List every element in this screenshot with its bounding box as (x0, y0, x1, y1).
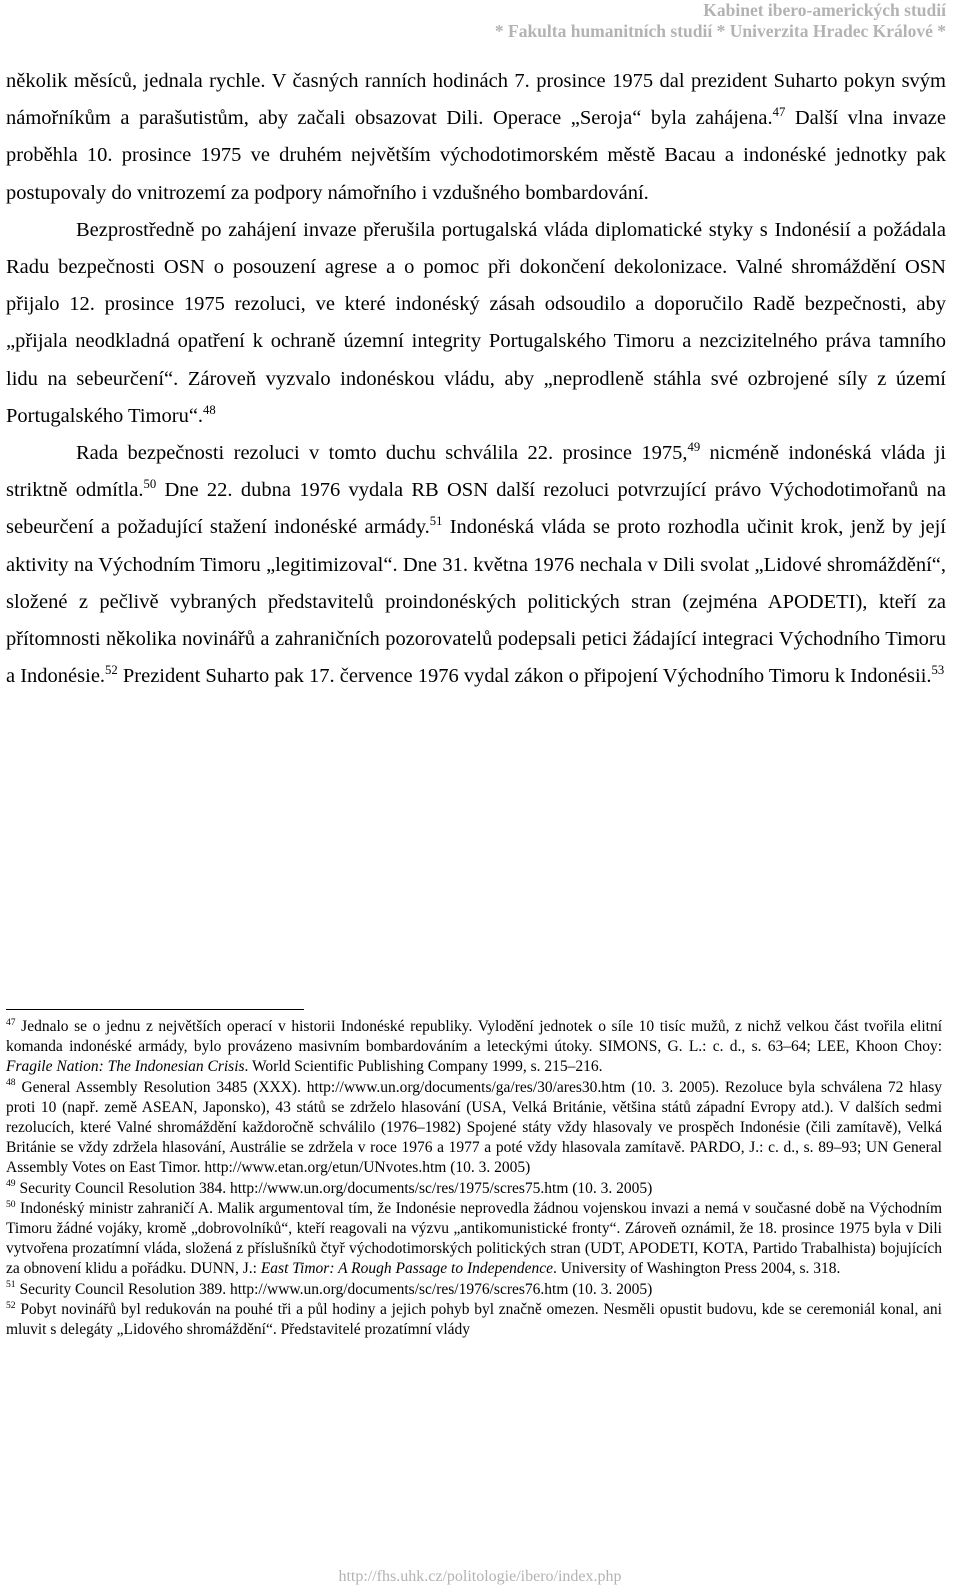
footnote-51: $^{51}$ Security Council Resolution 389. http://www.un.org/documents/sc/res/1976/scres76.htm (10. 3. 2005) (6, 1279, 653, 1298)
footnote-ref-49[interactable]: 49 (687, 439, 701, 454)
footnote-number: 50 (6, 1198, 16, 1210)
page-header (495, 0, 946, 42)
paragraph-3: Rada bezpečnosti rezoluci v tomto duchu schválila 22. prosince 1975,49 nicméně indonéská vláda ji striktně odmítla.$^{50}$ Dne 22. dubna 1976 vydala RB OSN další rezoluci potvrzující právo Východotimořanů na sebeurčení a požadující stažení indonéské armády.$^{51}$ Indonéská vláda se proto rozhodla učinit krok, jenž by její aktivity na Východním Timoru „legitimizoval“. Dne 31. května 1976 nechala v Dili svolat „Lidové shromáždění“, složené z pečlivě vybraných představitelů proindonéských politických stran (zejména APODETI), kteří za přítomnosti několika novinářů a zahraničních pozorovatelů podepsali petici žádající integraci Východního Timoru a Indonésie.$^{52}$ Prezident Suharto pak 17. července 1976 vydal zákon o připojení Východního Timoru k Indonésii.$^{53}$ (6, 439, 946, 688)
footnote-ref-52[interactable]: 52 (105, 663, 118, 677)
footnote-49: $^{49}$ Security Council Resolution 384. http://www.un.org/documents/sc/res/1975/scres75.htm (10. 3. 2005) (6, 1178, 653, 1197)
footnotes (6, 1017, 942, 1340)
footnote-number: 52 (6, 1299, 16, 1311)
footnote-ref-50[interactable]: 50 (143, 476, 157, 491)
main-text (6, 63, 946, 695)
footnote-50: $^{50}$ Indonéský ministr zahraničí A. Malik argumentoval tím, že Indonésie neprovedla žádnou vojenskou invazi a nemá v současné době na Východním Timoru žádné vojáky, kromě „dobrovolníků“, kteří reagovali na výzvu „antikomunistické fronty“. Zároveň oznámil, že 18. prosince 1975 byla v Dili vytvořena prozatímní vláda, složená z příslušníků čtyř východotimorských politických stran (UDT, APODETI, KOTA, Partido Trabalhista) bojujících za obnovení klidu a pořádku. DUNN, J.: East Timor: A Rough Passage to Independence. University of Washington Press 2004, s. 318. (6, 1198, 942, 1278)
footnote-47: $^{47}$ Jednalo se o jednu z největších operací v historii Indonéské republiky. Vylodění jednotek o síle 10 tisíc mužů, z nichž velkou část tvořila elitní komanda indonéské armády, bylo provázeno masivním bombardováním a leteckými útoky. SIMONS, G. L.: c. d., s. 63–64; LEE, Khoon Choy: Fragile Nation: The Indonesian Crisis. World Scientific Publishing Company 1999, s. 215–216. (6, 1016, 942, 1076)
header-institution: Kabinet ibero-amerických studií (703, 0, 946, 20)
paragraph-2: Bezprostředně po zahájení invaze přerušila portugalská vláda diplomatické styky s Indonésií a požádala Radu bezpečnosti OSN o posouzení agrese a o pomoc při dokončení dekolonizace. Valné shromáždění OSN přijalo 12. prosince 1975 rezoluci, ve které indonéský zásah odsoudilo a doporučilo Radě bezpečnosti, aby „přijala neodkladná opatření k ochraně územní integrity Portugalského Timoru a nezcizitelného práva tamního lidu na sebeurčení“. Zároveň vyzvalo indonéskou vládu, aby „neprodleně stáhla své ozbrojené síly z území Portugalského Timoru“.$^{48}$ (6, 218, 946, 427)
footnote-number: 49 (6, 1178, 16, 1190)
footnote-number: 51 (6, 1279, 16, 1291)
footnote-ref-53[interactable]: 53 (931, 663, 945, 677)
page-footer-url[interactable]: http://fhs.uhk.cz/politologie/ibero/index.php (338, 1568, 622, 1585)
footnote-ref-48[interactable]: 48 (203, 402, 216, 417)
footnote-ref-51[interactable]: 51 (429, 514, 443, 529)
footnote-ref-47[interactable]: 47 (772, 104, 786, 119)
header-faculty: * Fakulta humanitních studií * Univerzita Hradec Králové * (494, 21, 946, 41)
footnote-52: $^{52}$ Pobyt novinářů byl redukován na pouhé tři a půl hodiny a jejich pohyb byl značně omezen. Nesměli opustit budovu, kde se ceremoniál konal, ani mluvit s delegáty „Lidového shromáždění“. Představitelé prozatímní vlády (6, 1299, 942, 1339)
footnote-48: $^{48}$ General Assembly Resolution 3485 (XXX). http://www.un.org/documents/ga/res/30/ares30.htm (10. 3. 2005). Rezoluce byla schválena 72 hlasy proti 10 (např. země ASEAN, Japonsko), 43 států se zdrželo hlasování (USA, Velká Británie, většina států západní Evropy atd.). V dalších sedmi rezolucích, které Valné shromáždění každoročně schválilo (1976–1982) Spojené státy vždy hlasovaly ve prospěch Indonésie (čili zamítavě), Velká Británie se vždy zdržela hlasování, Austrálie se zdržela v roce 1976 a 1977 a poté vždy hlasovala zamítavě. PARDO, J.: c. d., s. 89–93; UN General Assembly Votes on East Timor. http://www.etan.org/etun/UNvotes.htm (10. 3. 2005) (6, 1077, 942, 1177)
footnote-number: 47 (6, 1016, 16, 1028)
paragraph-1: několik měsíců, jednala rychle. V časných ranních hodinách 7. prosince 1975 dal prezident Suharto pokyn svým námořníkům a parašutistům, aby začali obsazovat Dili. Operace „Seroja“ byla zahájena.$^{47}$ Další vlna invaze proběhla 10. prosince 1975 ve druhém největším východotimorském městě Bacau a indonéské jednotky pak postupovaly do vnitrozemí za podpory námořního i vzdušného bombardování. (6, 70, 947, 204)
footnote-separator (6, 1009, 304, 1010)
footnote-number: 48 (6, 1077, 16, 1089)
